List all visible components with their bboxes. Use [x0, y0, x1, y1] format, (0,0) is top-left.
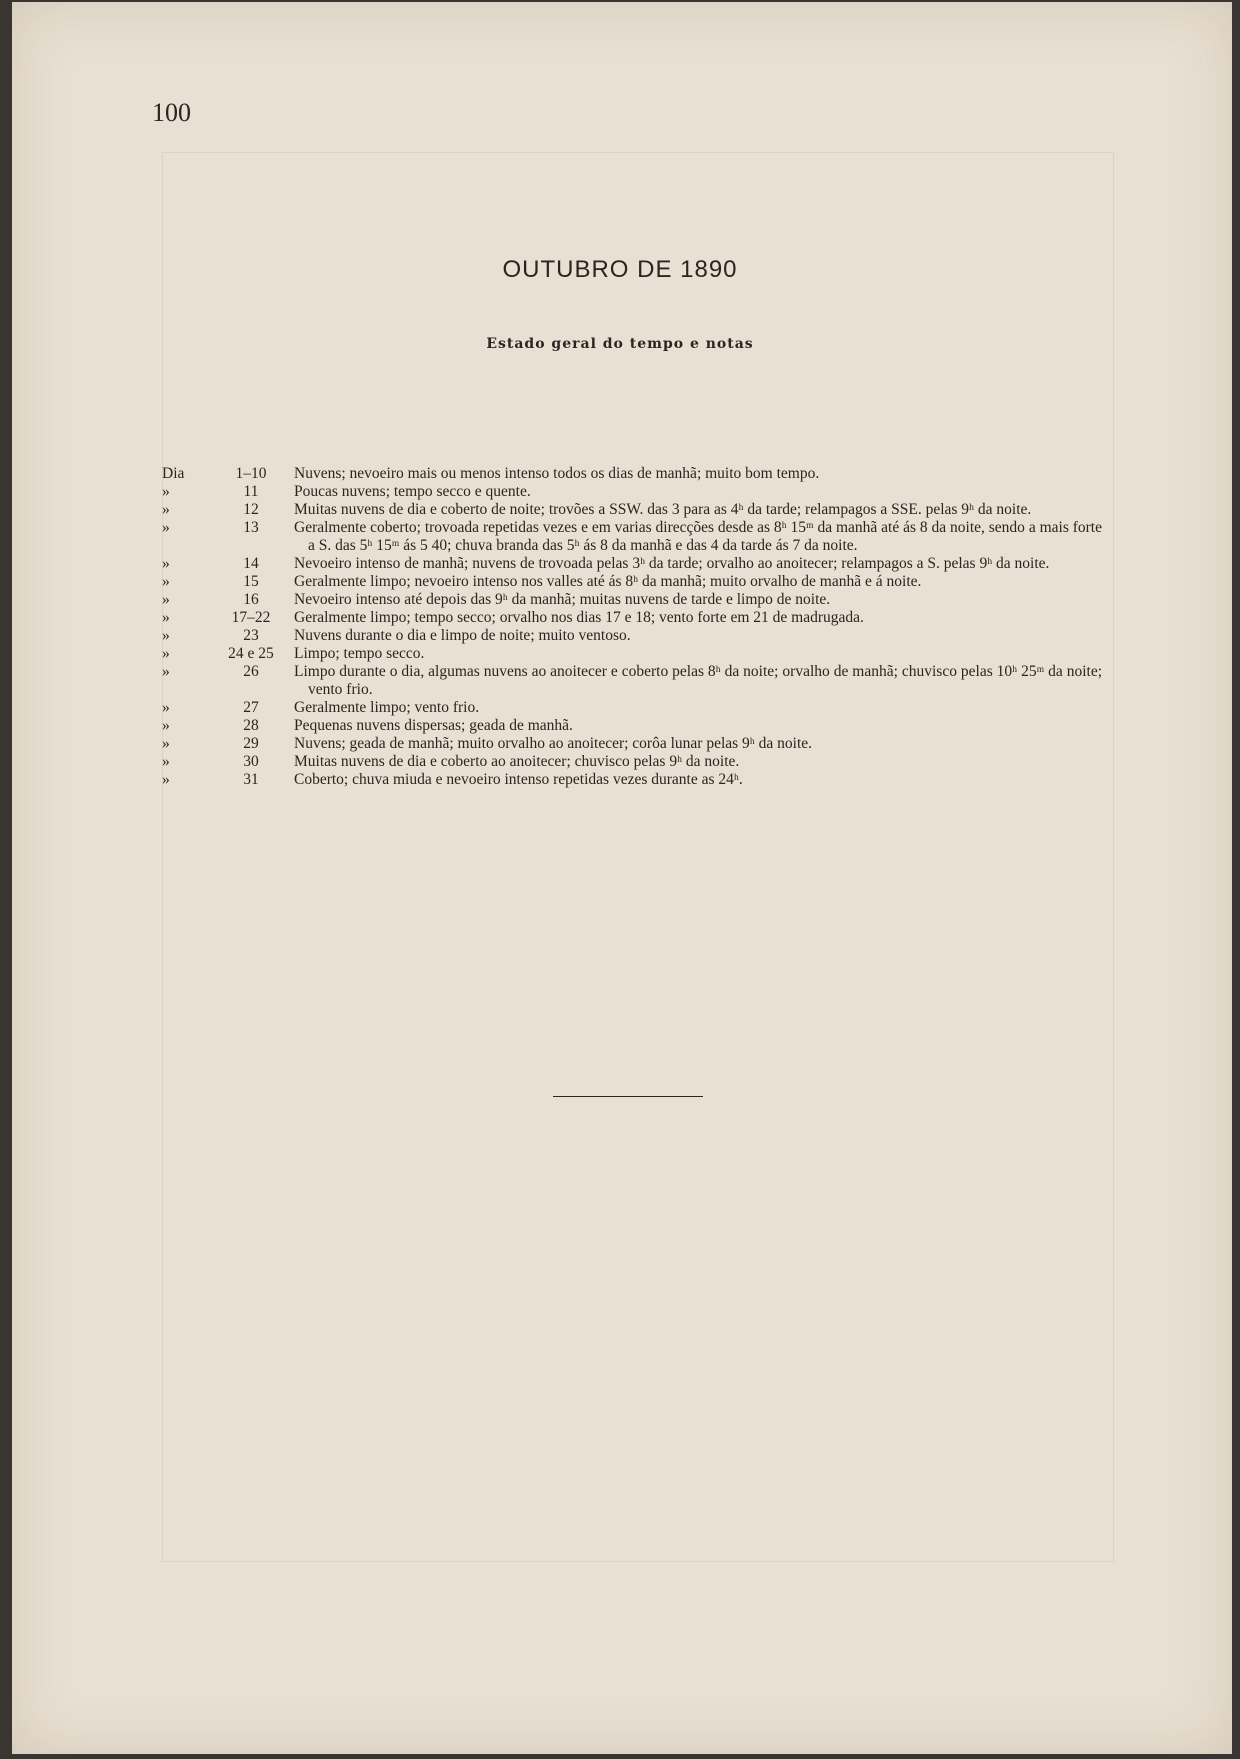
- entry-text: Geralmente limpo; tempo secco; orvalho nos dias 17 e 18; vento forte em 21 de madrugada.: [294, 609, 864, 626]
- entry-text: Pequenas nuvens dispersas; geada de manhã.: [294, 717, 573, 734]
- entry-day: 1–10: [235, 465, 267, 482]
- entry-day: 24 e 25: [228, 645, 274, 662]
- entry-day: 17–22: [231, 609, 271, 626]
- page-frame: [162, 152, 1114, 1562]
- entry-text: Nevoeiro intenso de manhã; nuvens de trovoada pelas 3ʰ da tarde; orvalho ao anoitecer; relampagos a S. pelas 9ʰ da noite.: [294, 555, 1050, 572]
- entry-row: [162, 501, 1102, 519]
- entry-day-label: »: [162, 573, 170, 590]
- entry-day: 15: [243, 573, 259, 590]
- entry-row: [162, 771, 1102, 789]
- page-title: OUTUBRO DE 1890: [502, 256, 738, 283]
- entry-day: 12: [243, 501, 259, 518]
- entry-day: 13: [243, 519, 259, 536]
- entry-row: [162, 627, 1102, 645]
- entry-day-label: »: [162, 627, 170, 644]
- entry-text: Muitas nuvens de dia e coberto de noite; trovões a SSW. das 3 para as 4ʰ da tarde; relampagos a SSE. pelas 9ʰ da noite.: [294, 501, 1032, 518]
- entry-day-label: »: [162, 645, 170, 662]
- entry-text: Geralmente limpo; vento frio.: [294, 699, 480, 716]
- entry-row: [162, 699, 1102, 717]
- entry-row: [162, 555, 1102, 573]
- entry-row: [162, 519, 1102, 555]
- entry-day: 31: [243, 771, 259, 788]
- entry-row: [162, 663, 1102, 699]
- entry-text: Limpo; tempo secco.: [294, 645, 425, 662]
- entry-day-label: »: [162, 771, 170, 788]
- entry-day-label: »: [162, 663, 170, 680]
- closing-rule: [553, 1096, 703, 1097]
- entry-text: Nevoeiro intenso até depois das 9ʰ da manhã; muitas nuvens de tarde e limpo de noite.: [294, 591, 831, 608]
- entry-row: [162, 591, 1102, 609]
- entry-row: [162, 465, 1102, 483]
- entry-text: Coberto; chuva miuda e nevoeiro intenso repetidas vezes durante as 24ʰ.: [294, 771, 743, 788]
- entry-text: Geralmente limpo; nevoeiro intenso nos valles até ás 8ʰ da manhã; muito orvalho de manhã e á noite.: [294, 573, 922, 590]
- entry-day-label: »: [162, 591, 170, 608]
- entry-text: Muitas nuvens de dia e coberto ao anoitecer; chuvisco pelas 9ʰ da noite.: [294, 753, 740, 770]
- page-number: 100: [152, 98, 191, 127]
- entry-row: [162, 609, 1102, 627]
- entry-text: Nuvens; nevoeiro mais ou menos intenso todos os dias de manhã; muito bom tempo.: [294, 465, 820, 482]
- entry-row: [162, 735, 1102, 753]
- entry-day-label: »: [162, 609, 170, 626]
- entry-row: [162, 483, 1102, 501]
- entry-day-label: »: [162, 483, 170, 500]
- entry-row: [162, 753, 1102, 771]
- entry-day-label: »: [162, 753, 170, 770]
- entry-day-label: »: [162, 735, 170, 752]
- entry-text: Limpo durante o dia, algumas nuvens ao anoitecer e coberto pelas 8ʰ da noite; orvalho de manhã; chuvisco pelas 10ʰ 25ᵐ da noite; vento frio.: [294, 663, 1102, 698]
- entry-day: 23: [243, 627, 259, 644]
- entry-day: 16: [243, 591, 259, 608]
- entry-day: 27: [243, 699, 259, 716]
- entry-row: [162, 573, 1102, 591]
- entry-row: [162, 645, 1102, 663]
- entry-text: Geralmente coberto; trovoada repetidas vezes e em varias direcções desde as 8ʰ 15ᵐ da manhã até ás 8 da noite, sendo a mais forte a S. das 5ʰ 15ᵐ ás 5 40; chuva branda das 5ʰ ás 8 da manhã e das 4 da tarde ás 7 da noite.: [294, 519, 1102, 554]
- entry-day: 26: [243, 663, 259, 680]
- entry-day-label: »: [162, 699, 170, 716]
- entry-row: [162, 717, 1102, 735]
- entry-day-label: »: [162, 501, 170, 518]
- entry-day-label: »: [162, 555, 170, 572]
- entry-day: 14: [243, 555, 259, 572]
- entry-day: 11: [243, 483, 259, 500]
- entry-day-label: Dia: [162, 465, 185, 482]
- entry-text: Nuvens; geada de manhã; muito orvalho ao anoitecer; corôa lunar pelas 9ʰ da noite.: [294, 735, 813, 752]
- weather-notes-list: [162, 465, 1102, 789]
- entry-text: Nuvens durante o dia e limpo de noite; muito ventoso.: [294, 627, 631, 644]
- entry-day-label: »: [162, 717, 170, 734]
- entry-day: 29: [243, 735, 259, 752]
- entry-day: 30: [243, 753, 259, 770]
- entry-day: 28: [243, 717, 259, 734]
- entry-text: Poucas nuvens; tempo secco e quente.: [294, 483, 531, 500]
- page-subtitle: Estado geral do tempo e notas: [486, 336, 754, 352]
- entry-day-label: »: [162, 519, 170, 536]
